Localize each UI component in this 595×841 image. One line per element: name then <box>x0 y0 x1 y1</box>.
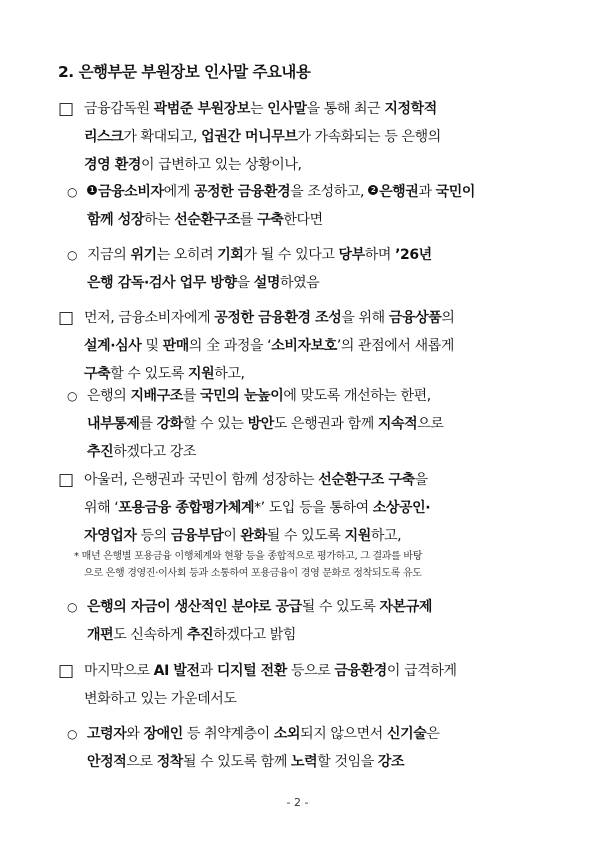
text-run: 와 <box>126 726 144 742</box>
bold-text-run: 노력 <box>291 754 318 770</box>
text-line <box>84 95 441 123</box>
bold-text-run: 강조 <box>377 754 405 770</box>
sub-paragraph-2 <box>67 241 432 297</box>
bold-text-run: 강화 <box>156 416 183 432</box>
text-run: 하며 <box>364 247 396 263</box>
text-run: 을 <box>414 472 428 488</box>
bold-text-run: ’26년 <box>395 247 432 263</box>
text-run: 가 확대되고, <box>123 129 202 145</box>
text-line <box>84 657 457 685</box>
square-bullet-icon: □ <box>58 470 74 490</box>
bold-text-run: 기회 <box>217 247 244 263</box>
text-line <box>87 178 475 206</box>
bold-text-run: 장애인 <box>143 726 183 742</box>
text-run: 등 취약계층이 <box>182 726 274 742</box>
text-line <box>87 593 432 621</box>
bold-text-run: 지원 <box>344 528 371 544</box>
footnote <box>74 548 422 582</box>
bold-text-run: 금융소비자 <box>98 184 164 200</box>
text-run: 가 가속화되는 등 은행의 <box>297 129 441 145</box>
bold-text-run: 위기 <box>130 247 157 263</box>
text-line <box>84 304 454 332</box>
text-run: 할 수 있는 <box>182 416 248 432</box>
sub-paragraph-4 <box>67 593 433 649</box>
bold-text-run: 은행 감독·검사 업무 방향 <box>87 275 237 291</box>
square-bullet-icon: □ <box>58 308 74 328</box>
bold-text-run: 곽범준 부원장보 <box>153 101 251 117</box>
text-run: 도 신속하게 <box>113 627 187 643</box>
text-run: 을 <box>236 275 254 291</box>
bold-text-run: 자영업자 <box>84 528 137 544</box>
bold-text-run: 지원 <box>188 366 215 382</box>
bold-text-run: 국민이 <box>435 184 475 200</box>
text-run: 한다면 <box>283 212 323 228</box>
text-run: 등으로 <box>286 663 335 679</box>
bold-text-run: 국민의 눈높이 <box>200 388 284 404</box>
text-run: 이 <box>223 528 241 544</box>
text-run: 으로 <box>417 416 444 432</box>
text-run: 이 급변하고 있는 상황이나, <box>140 157 302 173</box>
text-run: 및 <box>141 338 163 354</box>
text-line <box>84 332 454 360</box>
text-line <box>84 151 441 179</box>
numbered-circle-icon: 1 <box>87 185 97 195</box>
text-run: 과 <box>199 663 217 679</box>
text-run: 의 全 과정을 ‘ <box>188 338 272 354</box>
text-run: *’ 도입 등을 통하여 <box>254 500 373 516</box>
footnote-line: * 매년 은행별 포용금융 이행체계와 현황 등을 종합적으로 평가하고, 그 결과를 바탕 <box>74 551 423 562</box>
text-run: 에게 <box>163 184 194 200</box>
bold-text-run: 지배구조 <box>130 388 183 404</box>
text-run: 을 조성하고, <box>290 184 369 200</box>
text-run: 될 수 있도록 함께 <box>182 754 292 770</box>
text-run: 위해 ‘ <box>84 500 119 516</box>
text-line <box>87 382 444 410</box>
text-run: 금융감독원 <box>84 101 154 117</box>
bold-text-run: 소외 <box>273 726 301 742</box>
text-run: 으로 <box>126 754 157 770</box>
text-run: 지금의 <box>87 247 131 263</box>
text-run: 될 수 있도록 <box>266 528 345 544</box>
bold-text-run: 금융환경 <box>334 663 387 679</box>
bold-text-run: 정착 <box>156 754 183 770</box>
bold-text-run: 공정한 금융환경 조성 <box>214 310 342 326</box>
text-run: 도 은행권과 함께 <box>273 416 378 432</box>
numbered-circle-icon: 2 <box>368 185 378 195</box>
text-line <box>84 123 441 151</box>
text-run: 하고, <box>214 366 245 382</box>
bold-text-run: 개편 <box>87 627 114 643</box>
text-line <box>84 685 457 713</box>
text-run: 변화하고 있는 가운데서도 <box>84 691 237 707</box>
text-run: 이 급격하게 <box>386 663 457 679</box>
bold-text-run: 설계·심사 <box>84 338 142 354</box>
text-run: 할 수 있도록 <box>110 366 189 382</box>
text-line <box>87 206 475 234</box>
text-run: 하였음 <box>280 275 320 291</box>
text-run: ’의 관점에서 새롭게 <box>336 338 454 354</box>
text-run: 아울러, 은행권과 국민이 함께 성장하는 <box>84 472 319 488</box>
text-run: 하고, <box>370 528 402 544</box>
bold-text-run: 추진 <box>186 627 214 643</box>
text-run: 되지 않으면서 <box>300 726 387 742</box>
sub-paragraph-1 <box>67 178 475 234</box>
text-run: 를 <box>182 388 201 404</box>
text-run: 하는 <box>143 212 175 228</box>
bold-text-run: 금융부담 <box>170 528 224 544</box>
bold-text-run: 내부통제 <box>87 416 140 432</box>
bold-text-run: 경영 환경 <box>84 157 141 173</box>
section-heading: 2. 은행부문 부원장보 인사말 주요내용 <box>58 63 311 81</box>
text-run: 을 통해 최근 <box>306 101 385 117</box>
square-bullet-icon: □ <box>58 661 74 681</box>
paragraph-2 <box>58 304 455 388</box>
bold-text-run: 인사말 <box>267 101 307 117</box>
circle-bullet-icon: ○ <box>67 248 78 262</box>
text-run: 가 될 수 있다고 <box>243 247 339 263</box>
square-bullet-icon: □ <box>58 99 74 119</box>
bold-text-run: 판매 <box>162 338 189 354</box>
bold-text-run: 은행권 <box>379 184 419 200</box>
text-line <box>87 410 444 438</box>
bold-text-run: 소상공인· <box>372 500 431 516</box>
text-run: 는 <box>250 101 268 117</box>
bold-text-run: 설명 <box>253 275 281 291</box>
text-run: 할 것임을 <box>317 754 378 770</box>
bold-text-run: 추진 <box>87 444 114 460</box>
circle-bullet-icon: ○ <box>67 727 78 741</box>
paragraph-3 <box>58 466 431 550</box>
sub-paragraph-3 <box>67 382 444 466</box>
bold-text-run: 완화 <box>240 528 267 544</box>
bold-text-run: 지속적 <box>377 416 418 432</box>
text-line <box>87 438 444 466</box>
text-line <box>84 466 430 494</box>
circle-bullet-icon: ○ <box>67 389 78 403</box>
text-line <box>84 494 430 522</box>
text-run: 은행의 <box>87 388 131 404</box>
text-run: 하겠다고 밝힘 <box>213 627 297 643</box>
bold-text-run: 선순환구조 <box>174 212 240 228</box>
text-run: 될 수 있도록 <box>301 599 380 615</box>
text-line <box>87 269 432 297</box>
bold-text-run: AI 발전 <box>153 663 200 679</box>
sub-paragraph-5 <box>67 720 440 776</box>
bold-text-run: 리스크 <box>84 129 124 145</box>
bold-text-run: 자본규제 <box>379 599 433 615</box>
text-line <box>87 748 439 776</box>
bold-text-run: 당부 <box>338 247 365 263</box>
page-number: - 2 - <box>286 796 309 809</box>
text-run: 의 <box>441 310 455 326</box>
bold-text-run: 고령자 <box>87 726 127 742</box>
text-run: 하겠다고 강조 <box>113 444 197 460</box>
bold-text-run: 금융상품 <box>388 310 442 326</box>
bold-text-run: 안정적 <box>87 754 127 770</box>
paragraph-4 <box>58 657 457 713</box>
text-run: 을 위해 <box>341 310 389 326</box>
text-run: 과 <box>418 184 436 200</box>
text-line <box>87 621 432 649</box>
bold-text-run: 공정한 금융환경 <box>193 184 291 200</box>
bold-text-run: 구축 <box>257 212 284 228</box>
text-line <box>87 241 432 269</box>
text-run: 를 <box>139 416 157 432</box>
bold-text-run: 구축 <box>84 366 111 382</box>
footnote-line: 으로 은행 경영진·이사회 등과 소통하여 포용금융이 경영 문화로 정착되도록 유도 <box>84 568 422 579</box>
bold-text-run: 함께 성장 <box>87 212 144 228</box>
text-run: 은 <box>426 726 440 742</box>
text-run: 를 <box>239 212 258 228</box>
bold-text-run: 지정학적 <box>384 101 437 117</box>
circle-bullet-icon: ○ <box>67 185 78 199</box>
text-run: 에 맞도록 개선하는 한편, <box>283 388 431 404</box>
bold-text-run: 선순환구조 구축 <box>318 472 415 488</box>
text-run: 등의 <box>136 528 171 544</box>
text-run: 먼저, 금융소비자에게 <box>84 310 215 326</box>
bold-text-run: 신기술 <box>386 726 427 742</box>
bold-text-run: 포용금융 종합평가체계 <box>118 500 255 516</box>
bold-text-run: 업권간 머니무브 <box>201 129 298 145</box>
text-run: 는 오히려 <box>156 247 218 263</box>
text-run: 마지막으로 <box>84 663 154 679</box>
text-line <box>87 720 439 748</box>
bold-text-run: 디지털 전환 <box>216 663 287 679</box>
bold-text-run: 방안 <box>247 416 274 432</box>
circle-bullet-icon: ○ <box>67 600 78 614</box>
paragraph-1 <box>58 95 441 179</box>
bold-text-run: 소비자보호 <box>271 338 337 354</box>
bold-text-run: 은행의 자금이 생산적인 분야로 공급 <box>87 599 302 615</box>
text-line <box>84 522 430 550</box>
